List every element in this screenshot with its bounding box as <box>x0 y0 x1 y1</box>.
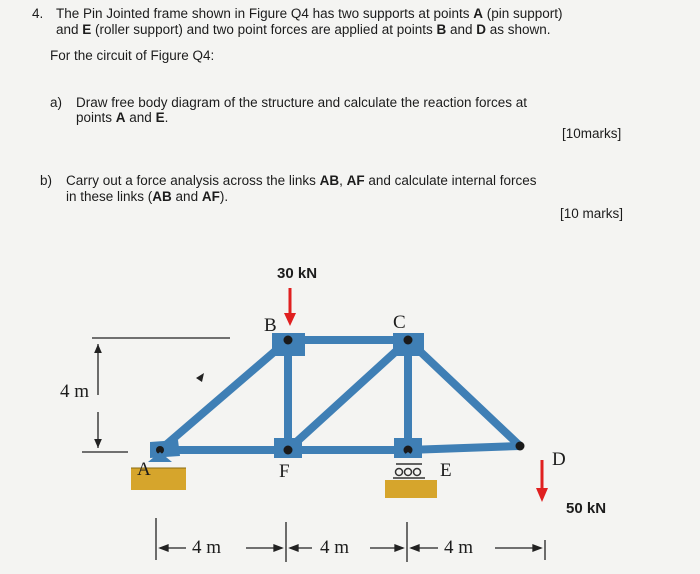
node-f <box>284 446 293 455</box>
member-ab <box>160 340 288 450</box>
node-b <box>284 336 293 345</box>
node-label-c: C <box>393 312 406 333</box>
small-arrow-mark <box>196 373 204 382</box>
part-b-line-2: in these links (AB and AF). <box>66 189 229 204</box>
node-label-a: A <box>137 459 151 480</box>
node-label-d: D <box>552 449 566 470</box>
part-b-marks: [10 marks] <box>560 206 624 221</box>
part-a-marks: [10marks] <box>562 126 622 141</box>
roller-support-e <box>385 452 437 498</box>
load-arrow-b <box>284 288 296 326</box>
plate-a <box>150 440 180 458</box>
part-a-label: a) <box>50 95 63 110</box>
member-fc <box>292 344 404 446</box>
question-number: 4. <box>32 6 44 21</box>
question-line-2: and E (roller support) and two point forces are applied at points B and D as shown. <box>56 22 551 37</box>
load-arrow-d <box>536 460 548 502</box>
question-subtitle: For the circuit of Figure Q4: <box>50 48 215 63</box>
node-c <box>404 336 413 345</box>
load-label-d: 50 kN <box>566 500 607 517</box>
node-label-f: F <box>279 461 290 482</box>
part-b-line-1: Carry out a force analysis across the links AB, AF and calculate internal forces <box>66 173 537 188</box>
truss-members <box>160 340 520 450</box>
part-b-label: b) <box>40 173 53 188</box>
span-label-2: 4 m <box>320 537 350 558</box>
member-ed <box>408 446 520 450</box>
part-a-line-1: Draw free body diagram of the structure and calculate the reaction forces at <box>76 95 527 110</box>
load-label-b: 30 kN <box>277 265 318 282</box>
part-a-line-2: points A and E. <box>76 110 169 125</box>
span-label-1: 4 m <box>192 537 222 558</box>
height-dimension <box>82 338 230 452</box>
node-label-b: B <box>264 315 277 336</box>
question-line-1: The Pin Jointed frame shown in Figure Q4 has two supports at points A (pin support) <box>56 6 563 21</box>
node-d <box>516 442 525 451</box>
node-label-e: E <box>440 460 452 481</box>
height-label: 4 m <box>60 381 90 402</box>
span-label-3: 4 m <box>444 537 474 558</box>
member-cd <box>408 340 520 446</box>
